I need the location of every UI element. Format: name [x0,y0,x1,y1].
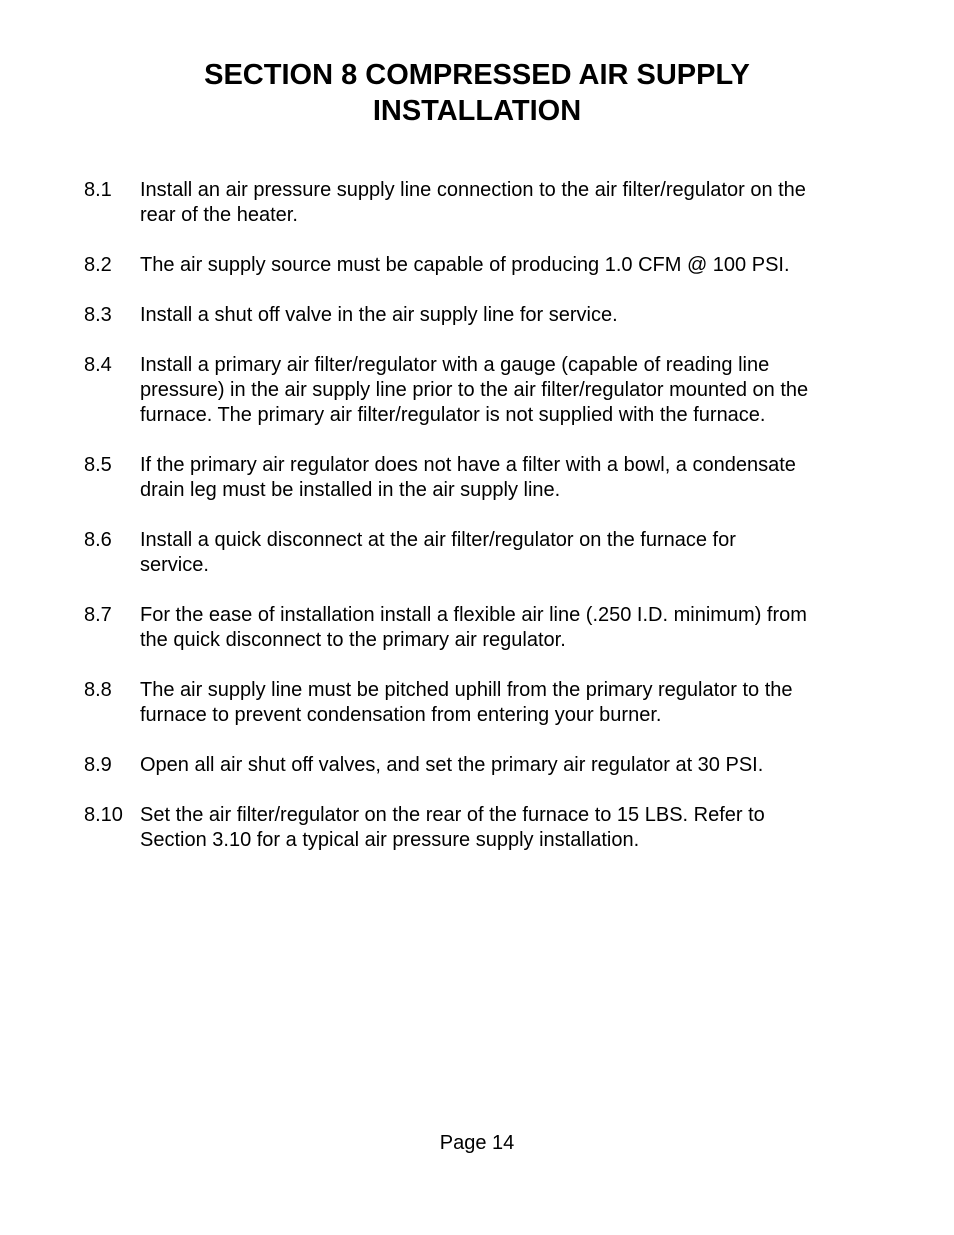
item-number: 8.9 [84,754,112,776]
page-title [0,57,954,129]
item-text-line: Install a quick disconnect at the air filter/regulator on the furnace for [140,529,736,551]
item-text-line: drain leg must be installed in the air supply line. [140,479,561,501]
title-line-2: INSTALLATION [372,95,582,127]
item-text-line: If the primary air regulator does not have a filter with a bowl, a condensate [140,454,796,476]
list-item [84,528,884,578]
item-text-line: the quick disconnect to the primary air regulator. [140,629,566,651]
item-number: 8.7 [84,604,112,626]
instruction-list [84,178,884,878]
list-item [84,253,884,278]
item-number: 8.8 [84,679,112,701]
item-text-line: For the ease of installation install a flexible air line (.250 I.D. minimum) from [140,604,807,626]
item-text-line: furnace to prevent condensation from entering your burner. [140,704,662,726]
item-number: 8.5 [84,454,112,476]
item-text [140,353,884,428]
item-number: 8.2 [84,254,112,276]
item-text [140,528,884,578]
page-number: Page 14 [439,1132,515,1154]
list-item [84,353,884,428]
list-item [84,178,884,228]
item-number: 8.4 [84,354,112,376]
item-text-line: Set the air filter/regulator on the rear of the furnace to 15 LBS. Refer to [140,804,765,826]
item-text-line: pressure) in the air supply line prior to the air filter/regulator mounted on the [140,379,809,401]
item-text [140,453,884,503]
item-text-line: Open all air shut off valves, and set the primary air regulator at 30 PSI. [140,754,764,776]
item-text [140,303,884,328]
list-item [84,753,884,778]
list-item [84,678,884,728]
item-number: 8.1 [84,179,112,201]
item-number: 8.3 [84,304,112,326]
item-text [140,803,884,853]
item-text [140,753,884,778]
item-text [140,178,884,228]
item-text [140,678,884,728]
item-number: 8.10 [84,804,123,826]
item-text [140,253,884,278]
list-item [84,803,884,853]
item-text-line: rear of the heater. [140,204,298,226]
title-line-1: SECTION 8 COMPRESSED AIR SUPPLY [204,59,750,91]
item-text-line: The air supply line must be pitched uphill from the primary regulator to the [140,679,793,701]
item-text-line: Section 3.10 for a typical air pressure supply installation. [140,829,640,851]
item-text-line: service. [140,554,209,576]
item-text-line: Install a shut off valve in the air supply line for service. [140,304,618,326]
item-text-line: furnace. The primary air filter/regulator is not supplied with the furnace. [140,404,766,426]
item-text [140,603,884,653]
item-text-line: The air supply source must be capable of producing 1.0 CFM @ 100 PSI. [140,254,790,276]
item-text-line: Install a primary air filter/regulator with a gauge (capable of reading line [140,354,770,376]
list-item [84,603,884,653]
item-number: 8.6 [84,529,112,551]
list-item [84,303,884,328]
item-text-line: Install an air pressure supply line connection to the air filter/regulator on the [140,179,806,201]
list-item [84,453,884,503]
